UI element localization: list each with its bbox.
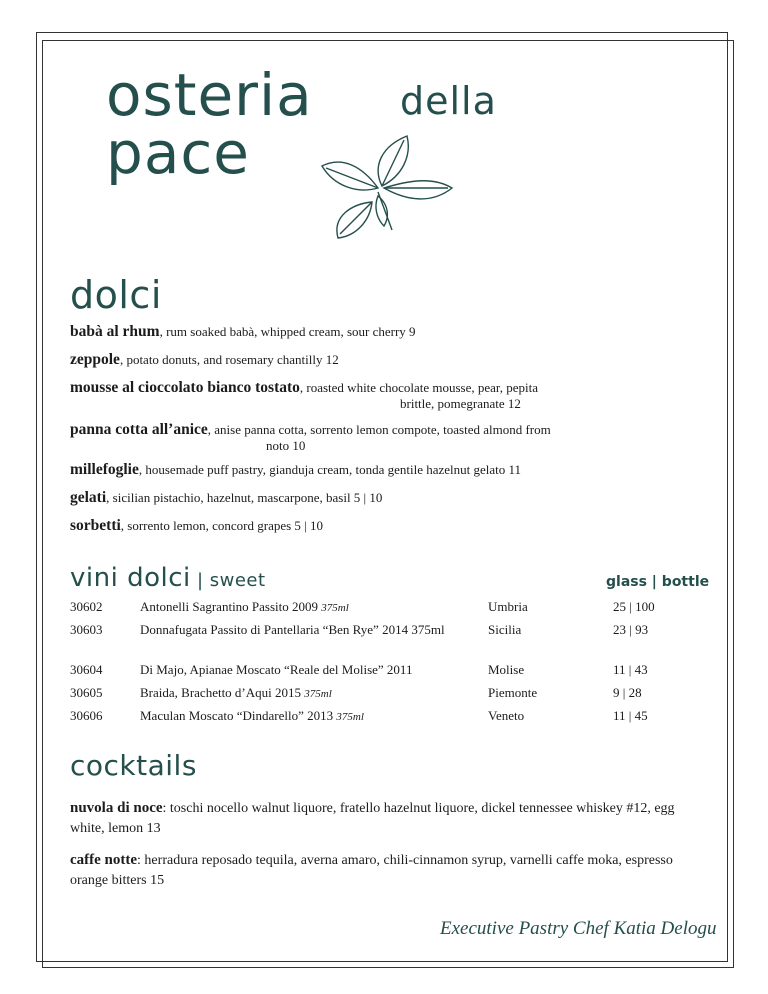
dessert-desc: , sorrento lemon, concord grapes 5 | 10: [120, 518, 324, 533]
dessert-name: babà al rhum: [70, 323, 160, 340]
dessert-item: [70, 324, 700, 340]
dessert-item: [70, 462, 700, 478]
wine-name: Donnafugata Passito di Pantellaria “Ben Rye” 2014 375ml: [140, 622, 445, 637]
dessert-name: panna cotta all’anice: [70, 421, 208, 438]
wine-name-text: Maculan Moscato “Dindarello” 2013: [140, 708, 337, 723]
wine-price: 25 | 100: [613, 599, 655, 614]
wine-price: 23 | 93: [613, 622, 649, 637]
wine-name: [140, 598, 480, 617]
cocktail-desc: : herradura reposado tequila, averna amaro, chili-cinnamon syrup, varnelli caffe moka, espresso orange bitters 15: [70, 853, 673, 888]
dessert-name: millefoglie: [70, 461, 139, 478]
dessert-item: [70, 422, 700, 454]
basil-illustration: [312, 126, 462, 246]
dessert-name: zeppole: [70, 351, 120, 368]
wine-code: 30603: [70, 622, 103, 637]
section-title-vini: [70, 565, 266, 591]
wine-region: Veneto: [488, 708, 525, 723]
brand-pace: pace: [106, 119, 250, 187]
vini-title-text: vini dolci: [70, 563, 191, 593]
wine-name: [140, 707, 480, 726]
brand-osteria: osteria: [106, 61, 313, 129]
wine-code: 30602: [70, 599, 103, 614]
section-title-cocktails: cocktails: [70, 749, 197, 782]
wine-region: Molise: [488, 662, 525, 677]
brand-della: della: [400, 79, 497, 123]
wine-price: 9 | 28: [613, 685, 642, 700]
dessert-desc: , anise panna cotta, sorrento lemon compote, toasted almond from: [207, 422, 551, 437]
cocktail-name: nuvola di noce: [70, 800, 163, 816]
wine-code: 30606: [70, 708, 103, 723]
dessert-desc: , rum soaked babà, whipped cream, sour cherry 9: [159, 324, 416, 339]
wine-name-text: Braida, Brachetto d’Aqui 2015: [140, 685, 305, 700]
dessert-desc: , housemade puff pastry, gianduja cream, tonda gentile hazelnut gelato 11: [138, 462, 522, 477]
cocktail-desc: : toschi nocello walnut liquore, fratello hazelnut liquore, dickel tennessee whiskey #12, egg white, lemon 13: [70, 801, 675, 836]
dessert-item: [70, 352, 700, 368]
dessert-name: sorbetti: [70, 517, 121, 534]
cocktail-item: [70, 850, 700, 891]
wine-name: Di Majo, Apianae Moscato “Reale del Molise” 2011: [140, 662, 413, 677]
dessert-item: [70, 518, 700, 534]
wine-code: 30604: [70, 662, 103, 677]
dessert-name: gelati: [70, 489, 107, 506]
section-title-dolci: dolci: [70, 273, 162, 317]
wine-volume: 375ml: [304, 688, 332, 700]
wine-code: 30605: [70, 685, 103, 700]
price-column-header: glass | bottle: [606, 574, 710, 590]
dessert-desc: , roasted white chocolate mousse, pear, pepita: [299, 380, 538, 395]
cocktail-item: [70, 798, 700, 839]
wine-region: Umbria: [488, 599, 528, 614]
wine-name-text: Antonelli Sagrantino Passito 2009: [140, 599, 322, 614]
dessert-desc-cont: brittle, pomegranate 12: [400, 396, 521, 411]
wine-region: Piemonte: [488, 685, 538, 700]
wine-name: [140, 684, 480, 703]
dessert-desc: , potato donuts, and rosemary chantilly 12: [119, 352, 339, 367]
cocktail-name: caffe notte: [70, 852, 138, 868]
dessert-item: [70, 490, 700, 506]
vini-subtitle: | sweet: [190, 570, 266, 591]
dessert-desc-cont: noto 10: [266, 438, 306, 453]
pastry-chef-credit: Executive Pastry Chef Katia Delogu: [440, 918, 717, 939]
wine-price: 11 | 45: [613, 708, 648, 723]
wine-price: 11 | 43: [613, 662, 648, 677]
wine-region: Sicilia: [488, 622, 522, 637]
dessert-item: [70, 380, 700, 412]
wine-volume: 375ml: [336, 711, 364, 723]
wine-volume: 375ml: [321, 602, 349, 614]
dessert-name: mousse al cioccolato bianco tostato: [70, 379, 300, 396]
dessert-desc: , sicilian pistachio, hazelnut, mascarpone, basil 5 | 10: [106, 490, 383, 505]
